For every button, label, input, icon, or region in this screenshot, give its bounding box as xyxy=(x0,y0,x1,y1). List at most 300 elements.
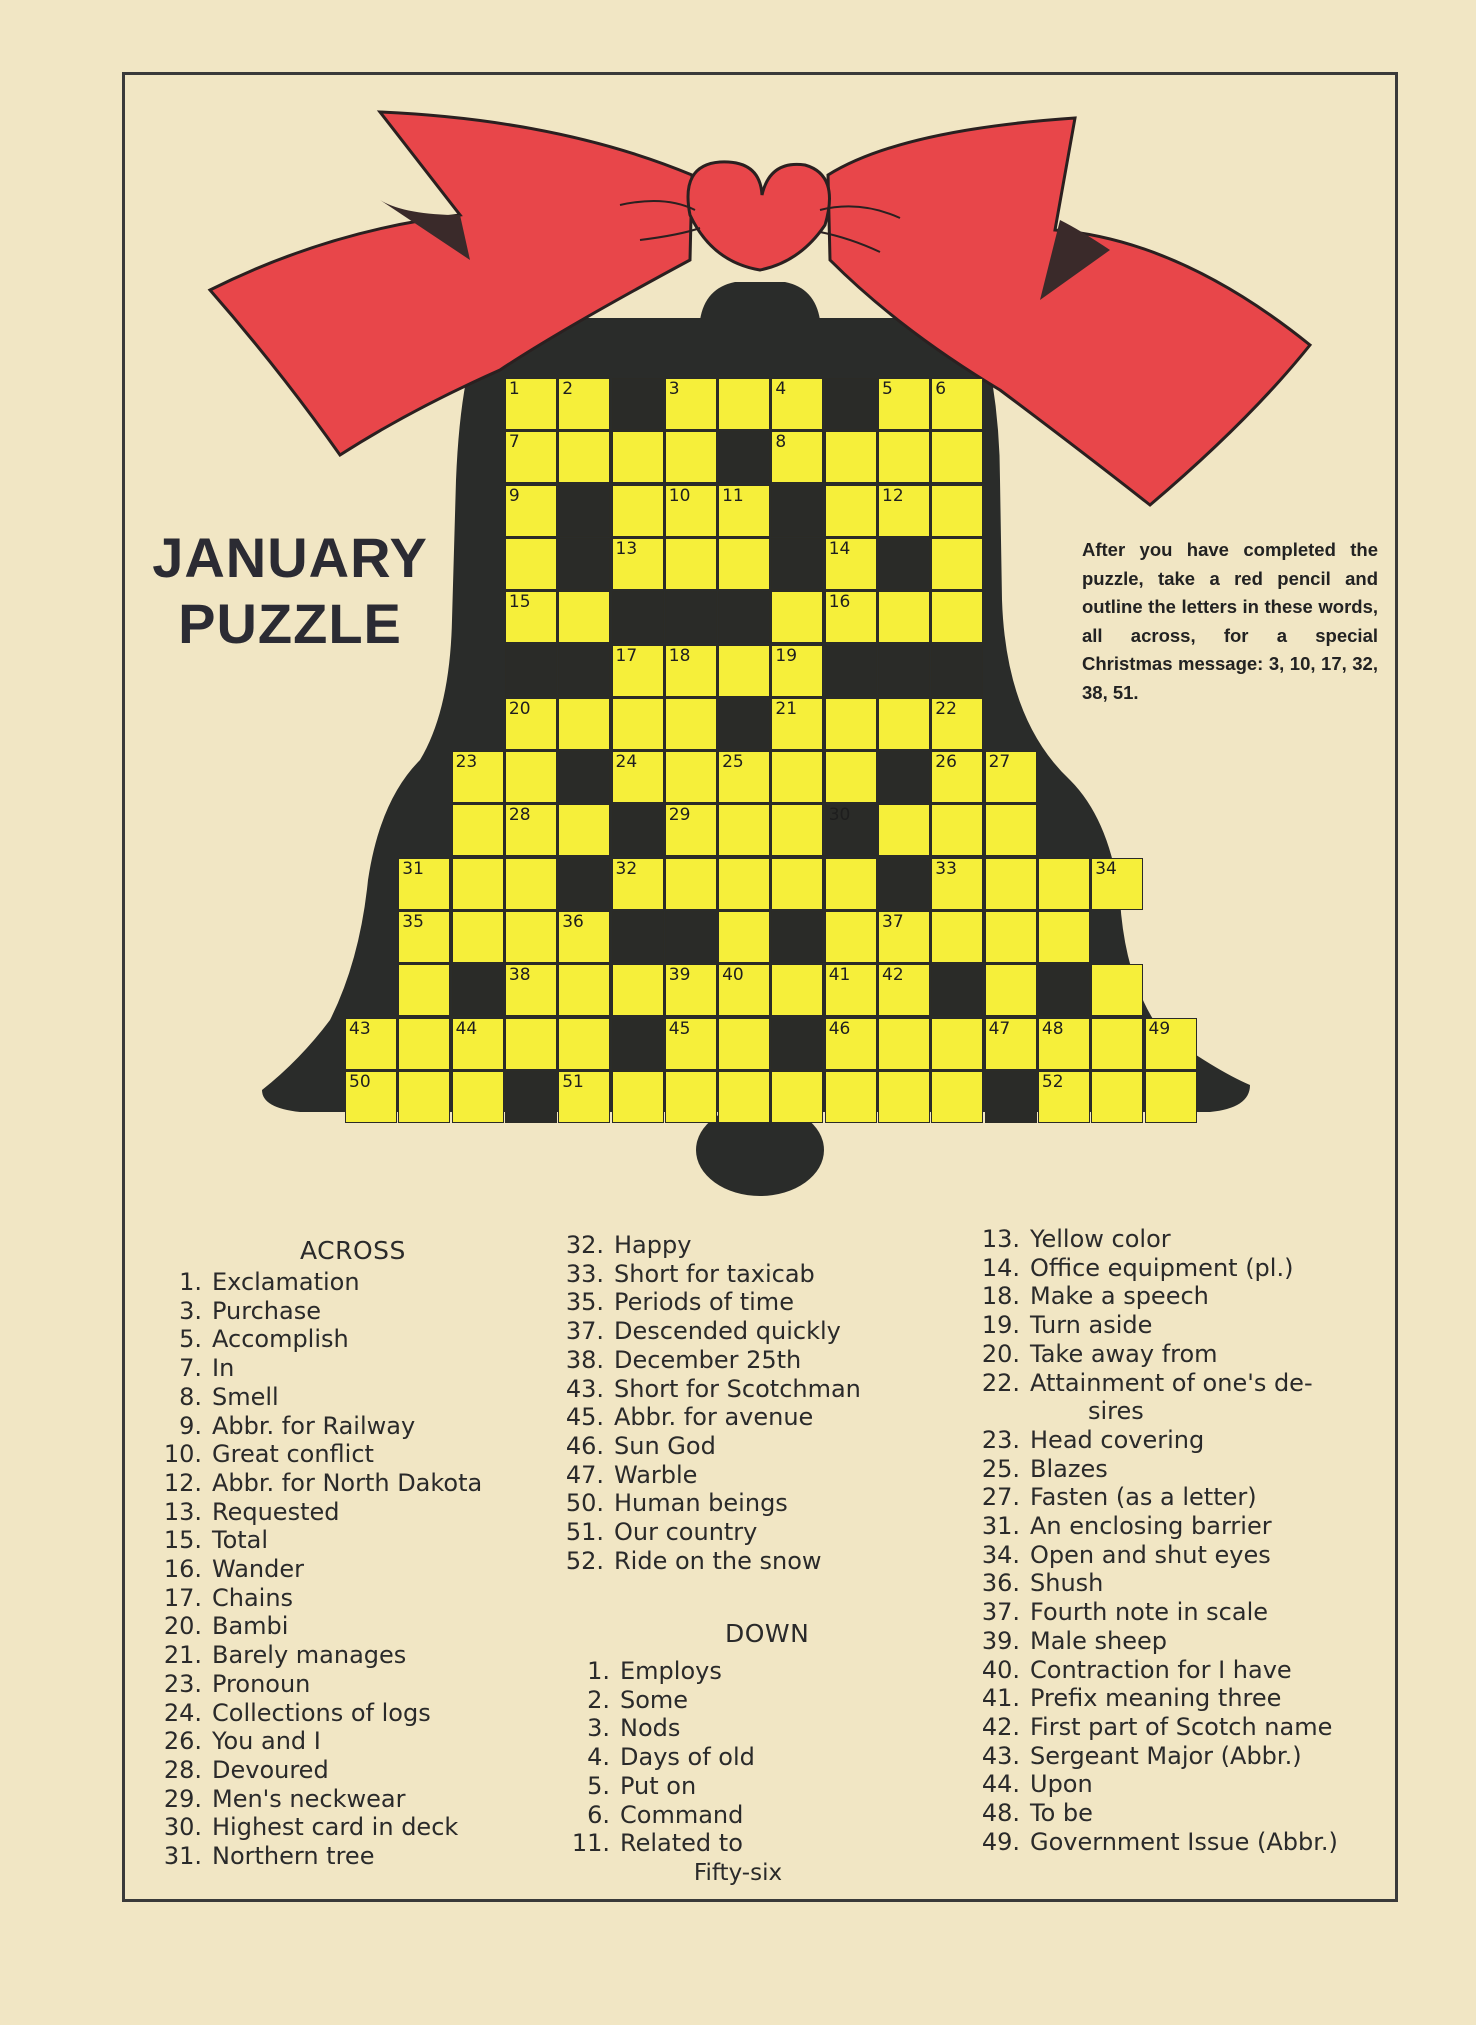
crossword-cell[interactable] xyxy=(718,378,770,430)
clue xyxy=(974,1282,1338,1311)
clue-number: 23. xyxy=(981,1425,1020,1454)
crossword-cell[interactable] xyxy=(1038,1018,1090,1070)
cell-number: 14 xyxy=(828,538,851,559)
crossword-cell[interactable] xyxy=(931,698,983,750)
crossword-cell[interactable] xyxy=(771,804,823,856)
crossword-cell[interactable] xyxy=(558,591,610,643)
crossword-cell[interactable] xyxy=(665,858,717,910)
crossword-cell[interactable] xyxy=(771,751,823,803)
clue-number: 43. xyxy=(565,1374,604,1403)
crossword-cell[interactable] xyxy=(665,751,717,803)
crossword-cell[interactable] xyxy=(452,1018,504,1070)
crossword-cell[interactable] xyxy=(1091,1071,1143,1123)
cell-number: 36 xyxy=(562,912,584,932)
black-square xyxy=(825,645,877,697)
clue-number: 47. xyxy=(565,1460,604,1489)
clue-text: Open and shut eyes xyxy=(1030,1540,1271,1569)
crossword-cell[interactable] xyxy=(718,858,770,910)
clue-text: Total xyxy=(212,1526,269,1555)
clue-text: December 25th xyxy=(614,1345,802,1374)
clue-text: Fourth note in scale xyxy=(1030,1598,1269,1627)
crossword-cell[interactable] xyxy=(718,1018,770,1070)
crossword-cell[interactable] xyxy=(931,1071,983,1123)
crossword-cell[interactable] xyxy=(452,858,504,910)
clue-text: Chains xyxy=(212,1583,294,1612)
clue-number: 13. xyxy=(163,1497,202,1526)
clue-text: Abbr. for Railway xyxy=(212,1411,416,1440)
clue-text: sires xyxy=(1088,1397,1144,1426)
cell-number: 33 xyxy=(935,858,957,879)
crossword-cell[interactable] xyxy=(558,964,610,1016)
crossword-cell[interactable] xyxy=(665,964,717,1016)
crossword-cell[interactable] xyxy=(505,804,557,856)
clue xyxy=(974,1225,1338,1254)
clue xyxy=(564,1829,755,1858)
crossword-cell[interactable] xyxy=(878,911,930,963)
clue-number: 49. xyxy=(981,1827,1020,1856)
clue-text: Related to xyxy=(620,1829,743,1858)
clue-number: 3. xyxy=(179,1296,202,1325)
crossword-cell[interactable] xyxy=(931,804,983,856)
across-clues-col-1 xyxy=(158,1268,482,1871)
crossword-cell[interactable] xyxy=(878,485,930,537)
title-line-1: JANUARY xyxy=(152,526,428,589)
clue-text: Fasten (as a letter) xyxy=(1030,1483,1257,1512)
clue-number: 26. xyxy=(163,1727,202,1756)
crossword-cell[interactable] xyxy=(931,431,983,483)
crossword-cell[interactable] xyxy=(1091,964,1143,1016)
clue-text: Put on xyxy=(620,1771,697,1800)
clue xyxy=(560,1547,861,1576)
clue-number: 1. xyxy=(179,1268,202,1296)
crossword-cell[interactable] xyxy=(771,378,823,430)
clue-number: 39. xyxy=(981,1626,1020,1655)
crossword-cell[interactable] xyxy=(931,751,983,803)
clue xyxy=(158,1498,482,1527)
crossword-cell[interactable] xyxy=(452,1071,504,1123)
crossword-cell[interactable] xyxy=(985,751,1037,803)
crossword-cell[interactable] xyxy=(558,1071,610,1123)
crossword-cell[interactable] xyxy=(825,1018,877,1070)
clue xyxy=(974,1541,1338,1570)
crossword-cell[interactable] xyxy=(985,858,1037,910)
clue-number: 4. xyxy=(587,1743,610,1772)
clue xyxy=(158,1469,482,1498)
crossword-cell[interactable] xyxy=(931,485,983,537)
black-square xyxy=(558,538,610,590)
clue xyxy=(158,1641,482,1670)
clue xyxy=(158,1325,482,1354)
crossword-cell[interactable] xyxy=(612,538,664,590)
crossword-cell[interactable] xyxy=(398,858,450,910)
clue-number: 40. xyxy=(981,1655,1020,1684)
crossword-cell[interactable] xyxy=(771,964,823,1016)
crossword-cell[interactable] xyxy=(505,591,557,643)
instructions: After you have completed the puzzle, take a red pencil and outline the letters in these words, all across, for a special Christmas message: 3, 10, 17, 32, 38, 51. xyxy=(1082,539,1378,703)
clue xyxy=(158,1813,482,1842)
clue-number: 30. xyxy=(163,1813,202,1842)
crossword-cell[interactable] xyxy=(1145,1018,1197,1070)
crossword-cell[interactable] xyxy=(878,1018,930,1070)
clue-text: Shush xyxy=(1030,1569,1104,1598)
cell-number: 47 xyxy=(988,1018,1011,1039)
crossword-cell[interactable] xyxy=(718,804,770,856)
clue-text: Abbr. for North Dakota xyxy=(212,1468,483,1497)
crossword-cell[interactable] xyxy=(825,964,877,1016)
clue-number: 46. xyxy=(565,1431,604,1460)
cell-number: 22 xyxy=(935,698,957,719)
crossword-cell[interactable] xyxy=(718,485,770,537)
crossword-cell[interactable] xyxy=(558,698,610,750)
crossword-cell[interactable] xyxy=(665,538,717,590)
crossword-cell[interactable] xyxy=(771,858,823,910)
crossword-cell[interactable] xyxy=(398,1071,450,1123)
clue-text: Highest card in deck xyxy=(212,1813,459,1842)
crossword-cell[interactable] xyxy=(771,698,823,750)
clue-text: Barely manages xyxy=(212,1641,407,1670)
clue xyxy=(974,1799,1338,1828)
cell-number: 21 xyxy=(775,698,798,719)
crossword-cell[interactable] xyxy=(825,591,877,643)
clue-number: 9. xyxy=(179,1411,202,1440)
crossword-cell[interactable] xyxy=(505,751,557,803)
crossword-cell[interactable] xyxy=(1038,858,1090,910)
clue xyxy=(564,1743,755,1772)
clue-number: 27. xyxy=(981,1483,1020,1512)
crossword-cell[interactable] xyxy=(558,804,610,856)
crossword-cell[interactable] xyxy=(825,858,877,910)
crossword-cell[interactable] xyxy=(1038,911,1090,963)
clue-text: Attainment of one's de- xyxy=(1030,1368,1313,1397)
clue-number: 24. xyxy=(163,1698,202,1727)
clue-number: 42. xyxy=(981,1712,1020,1741)
cell-number: 8 xyxy=(775,432,787,453)
cell-number: 28 xyxy=(508,805,531,826)
crossword-cell[interactable] xyxy=(452,911,504,963)
black-square xyxy=(1038,964,1090,1016)
cell-number: 35 xyxy=(402,912,424,932)
clue-text: Prefix meaning three xyxy=(1030,1684,1282,1713)
clue xyxy=(560,1518,861,1547)
clue xyxy=(974,1311,1338,1340)
crossword-cell[interactable] xyxy=(931,1018,983,1070)
crossword-cell[interactable] xyxy=(505,538,557,590)
clue-text: To be xyxy=(1030,1799,1093,1828)
crossword-cell[interactable] xyxy=(505,431,557,483)
crossword-cell[interactable] xyxy=(985,911,1037,963)
clue-number: 31. xyxy=(163,1842,202,1871)
crossword-cell[interactable] xyxy=(452,751,504,803)
cell-number: 50 xyxy=(349,1071,371,1092)
cell-number: 15 xyxy=(508,592,531,613)
crossword-cell[interactable] xyxy=(825,431,877,483)
crossword-cell[interactable] xyxy=(718,1071,770,1123)
clue xyxy=(560,1403,861,1432)
bell-hanger xyxy=(700,282,820,320)
cell-number: 31 xyxy=(402,858,424,879)
crossword-cell[interactable] xyxy=(718,964,770,1016)
crossword-cell[interactable] xyxy=(558,378,610,430)
clue-text: Some xyxy=(620,1685,689,1714)
clue-number: 14. xyxy=(981,1253,1020,1282)
crossword-cell[interactable] xyxy=(612,485,664,537)
black-square xyxy=(665,591,717,643)
clue xyxy=(974,1770,1338,1799)
black-square xyxy=(771,485,823,537)
crossword-cell[interactable] xyxy=(771,1071,823,1123)
clue-number: 8. xyxy=(179,1382,202,1411)
crossword-cell[interactable] xyxy=(345,1071,397,1123)
crossword-cell[interactable] xyxy=(771,591,823,643)
black-square xyxy=(878,538,930,590)
crossword-cell[interactable] xyxy=(931,911,983,963)
crossword-cell[interactable] xyxy=(771,645,823,697)
black-square xyxy=(612,591,664,643)
clue xyxy=(564,1686,755,1715)
clue xyxy=(158,1612,482,1641)
crossword-cell[interactable] xyxy=(505,964,557,1016)
cell-number: 25 xyxy=(722,752,744,773)
clue-text: Descended quickly xyxy=(614,1317,841,1346)
crossword-cell[interactable] xyxy=(1145,1071,1197,1123)
clue xyxy=(974,1656,1338,1685)
crossword-cell[interactable] xyxy=(878,431,930,483)
clue-text: Warble xyxy=(614,1460,698,1489)
black-square xyxy=(718,591,770,643)
cell-number: 46 xyxy=(828,1018,851,1039)
cell-number: 6 xyxy=(935,379,947,399)
clue-number: 20. xyxy=(163,1612,202,1641)
clue xyxy=(560,1317,861,1346)
black-square xyxy=(825,378,877,430)
clue-number: 7. xyxy=(179,1354,202,1383)
crossword-cell[interactable] xyxy=(558,911,610,963)
clue-text: In xyxy=(212,1354,235,1383)
clue-number: 20. xyxy=(981,1339,1020,1368)
clue xyxy=(560,1346,861,1375)
clue xyxy=(158,1699,482,1728)
clue xyxy=(158,1555,482,1584)
clue-text: Nods xyxy=(620,1714,681,1743)
clue-text: Our country xyxy=(614,1518,758,1547)
cell-number: 12 xyxy=(882,485,904,506)
clue xyxy=(974,1397,1338,1426)
crossword-cell[interactable] xyxy=(665,804,717,856)
cell-number: 42 xyxy=(882,965,904,986)
crossword-cell[interactable] xyxy=(718,645,770,697)
crossword-cell[interactable] xyxy=(878,1071,930,1123)
crossword-cell[interactable] xyxy=(665,1018,717,1070)
cell-number: 20 xyxy=(508,698,531,719)
crossword-cell[interactable] xyxy=(931,591,983,643)
cell-number: 18 xyxy=(668,645,691,666)
crossword-cell[interactable] xyxy=(825,1071,877,1123)
clue xyxy=(974,1742,1338,1771)
clue-number: 28. xyxy=(163,1755,202,1784)
crossword-cell[interactable] xyxy=(558,431,610,483)
black-square xyxy=(718,698,770,750)
clue-text: Office equipment (pl.) xyxy=(1030,1253,1294,1282)
crossword-cell[interactable] xyxy=(505,378,557,430)
clue xyxy=(974,1455,1338,1484)
black-square xyxy=(931,964,983,1016)
clue-text: Head covering xyxy=(1030,1425,1205,1454)
crossword-cell[interactable] xyxy=(878,964,930,1016)
clue-text: Make a speech xyxy=(1030,1282,1209,1311)
clue-text: Pronoun xyxy=(212,1669,311,1698)
clue-text: Government Issue (Abbr.) xyxy=(1030,1827,1338,1856)
crossword-cell[interactable] xyxy=(398,911,450,963)
clue-number xyxy=(974,1397,1030,1426)
clue-text: Upon xyxy=(1030,1770,1093,1799)
cell-number: 11 xyxy=(722,485,744,506)
black-square xyxy=(718,431,770,483)
crossword-cell[interactable] xyxy=(825,485,877,537)
clue-number: 41. xyxy=(981,1684,1020,1713)
crossword-cell[interactable] xyxy=(985,804,1037,856)
black-square xyxy=(771,538,823,590)
cell-number: 5 xyxy=(882,379,893,399)
clue xyxy=(158,1383,482,1412)
clue-text: Men's neckwear xyxy=(212,1784,406,1813)
clue xyxy=(560,1432,861,1461)
clue-number: 22. xyxy=(981,1368,1020,1397)
black-square xyxy=(452,964,504,1016)
crossword-cell[interactable] xyxy=(505,485,557,537)
crossword-cell[interactable] xyxy=(665,698,717,750)
clue-text: An enclosing barrier xyxy=(1030,1512,1272,1541)
crossword-cell[interactable] xyxy=(612,751,664,803)
clue-number: 13. xyxy=(981,1225,1020,1253)
clue xyxy=(560,1375,861,1404)
black-square xyxy=(985,1071,1037,1123)
crossword-cell[interactable] xyxy=(1091,1018,1143,1070)
crossword-cell[interactable] xyxy=(505,1018,557,1070)
crossword-cell[interactable] xyxy=(771,431,823,483)
across-clues-col-2 xyxy=(560,1231,861,1575)
crossword-cell[interactable] xyxy=(825,698,877,750)
down-heading: DOWN xyxy=(725,1619,810,1648)
crossword-cell[interactable] xyxy=(398,1018,450,1070)
black-square xyxy=(878,751,930,803)
clue-number: 45. xyxy=(565,1403,604,1432)
crossword-cell[interactable] xyxy=(985,1018,1037,1070)
crossword-cell[interactable] xyxy=(398,964,450,1016)
clue-number: 18. xyxy=(981,1282,1020,1311)
crossword-cell[interactable] xyxy=(878,804,930,856)
crossword-cell[interactable] xyxy=(825,751,877,803)
cell-number: 13 xyxy=(615,538,638,559)
black-square xyxy=(505,1071,557,1123)
crossword-cell[interactable] xyxy=(452,804,504,856)
cell-number: 49 xyxy=(1148,1018,1171,1039)
clue-number: 34. xyxy=(981,1540,1020,1569)
crossword-cell[interactable] xyxy=(665,1071,717,1123)
cell-number: 34 xyxy=(1095,858,1117,879)
clue-text: Command xyxy=(620,1800,744,1829)
clue-text: Exclamation xyxy=(212,1268,360,1296)
crossword-cell[interactable] xyxy=(931,538,983,590)
clue xyxy=(974,1627,1338,1656)
clue-number: 5. xyxy=(179,1325,202,1354)
crossword-cell[interactable] xyxy=(1091,858,1143,910)
clue xyxy=(974,1483,1338,1512)
down-clues-col-1 xyxy=(564,1657,755,1858)
clue-text: Abbr. for avenue xyxy=(614,1403,814,1432)
crossword-cell[interactable] xyxy=(612,645,664,697)
crossword-cell[interactable] xyxy=(665,485,717,537)
crossword-cell[interactable] xyxy=(665,431,717,483)
crossword-cell[interactable] xyxy=(718,751,770,803)
clue xyxy=(158,1756,482,1785)
crossword-cell[interactable] xyxy=(558,1018,610,1070)
clue-text: Yellow color xyxy=(1030,1225,1171,1253)
puzzle-title xyxy=(135,525,445,657)
cell-number: 52 xyxy=(1041,1071,1064,1092)
clue-text: Requested xyxy=(212,1497,340,1526)
black-square xyxy=(931,645,983,697)
black-square xyxy=(558,751,610,803)
crossword-cell[interactable] xyxy=(878,698,930,750)
clue-number: 38. xyxy=(565,1345,604,1374)
crossword-cell[interactable] xyxy=(825,911,877,963)
cell-number: 26 xyxy=(935,752,957,773)
cell-number: 41 xyxy=(828,965,851,986)
clue xyxy=(560,1461,861,1490)
crossword-cell[interactable] xyxy=(931,858,983,910)
crossword-cell[interactable] xyxy=(612,698,664,750)
crossword-cell[interactable] xyxy=(612,431,664,483)
crossword-cell[interactable] xyxy=(878,378,930,430)
crossword-cell[interactable] xyxy=(718,538,770,590)
cell-number: 17 xyxy=(615,645,638,666)
clue-text: Periods of time xyxy=(614,1288,794,1317)
clue xyxy=(158,1440,482,1469)
clue-number: 43. xyxy=(981,1741,1020,1770)
clue-number: 52. xyxy=(565,1546,604,1575)
clue-text: Great conflict xyxy=(212,1440,374,1469)
cell-number: 32 xyxy=(615,858,638,879)
crossword-cell[interactable] xyxy=(931,378,983,430)
crossword-cell[interactable] xyxy=(345,1018,397,1070)
clue-text: Wander xyxy=(212,1555,304,1584)
crossword-cell[interactable] xyxy=(825,538,877,590)
cell-number: 30 xyxy=(828,805,851,826)
crossword-cell[interactable] xyxy=(665,378,717,430)
crossword-cell[interactable] xyxy=(505,911,557,963)
crossword-cell[interactable] xyxy=(665,645,717,697)
crossword-cell[interactable] xyxy=(505,698,557,750)
crossword-cell[interactable] xyxy=(612,1071,664,1123)
crossword-cell[interactable] xyxy=(718,911,770,963)
crossword-cell[interactable] xyxy=(505,858,557,910)
crossword-cell[interactable] xyxy=(612,858,664,910)
clue-text: Male sheep xyxy=(1030,1626,1167,1655)
down-clues-col-2 xyxy=(974,1225,1338,1856)
clue-number: 32. xyxy=(565,1231,604,1259)
clue-text: Sun God xyxy=(614,1431,716,1460)
black-square xyxy=(558,858,610,910)
cell-number: 48 xyxy=(1041,1018,1064,1039)
crossword-cell[interactable] xyxy=(612,964,664,1016)
clue-text: Turn aside xyxy=(1030,1311,1153,1340)
crossword-cell[interactable] xyxy=(878,591,930,643)
crossword-cell[interactable] xyxy=(1038,1071,1090,1123)
black-square xyxy=(665,911,717,963)
clue xyxy=(974,1426,1338,1455)
clue-number: 31. xyxy=(981,1512,1020,1541)
crossword-cell[interactable] xyxy=(985,964,1037,1016)
